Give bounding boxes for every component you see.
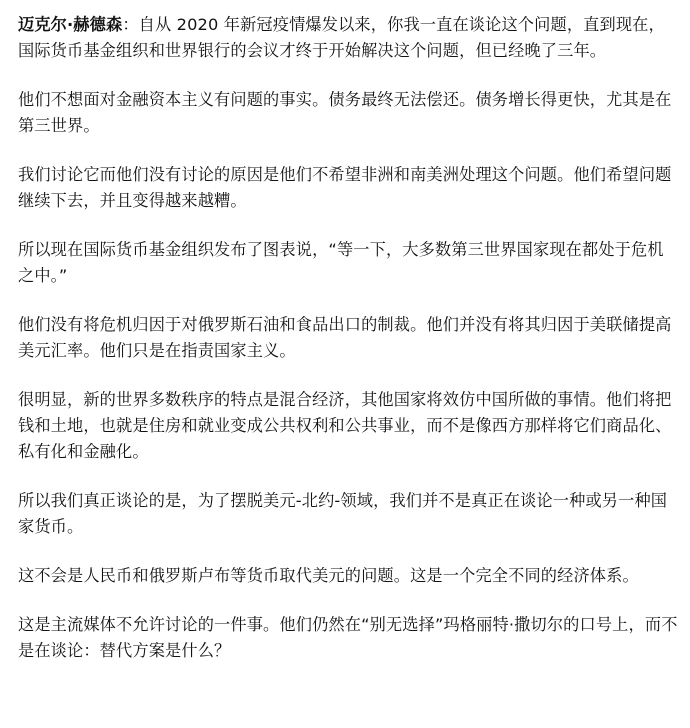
paragraph-5: 他们没有将危机归因于对俄罗斯石油和食品出口的制裁。他们并没有将其归因于美联储提高美元汇率。他们只是在指责国家主义。 (18, 315, 672, 360)
paragraph-7: 所以我们真正谈论的是，为了摆脱美元-北约-领域，我们并不是真正在谈论一种或另一种国家货币。 (18, 491, 668, 536)
paragraph-2: 他们不想面对金融资本主义有问题的事实。债务最终无法偿还。债务增长得更快，尤其是在第三世界。 (18, 90, 672, 135)
paragraph-6: 很明显，新的世界多数秩序的特点是混合经济，其他国家将效仿中国所做的事情。他们将把钱和土地，也就是住房和就业变成公共权利和公共事业，而不是像西方那样将它们商品化、私有化和金融化。 (18, 390, 672, 461)
speaker-name: 迈克尔·赫德森 (18, 15, 123, 34)
paragraph-1-text: ：自从 2020 年新冠疫情爆发以来，你我一直在谈论这个问题，直到现在，国际货币基金组织和世界银行的会议才终于开始解决这个问题，但已经晚了三年。 (18, 15, 665, 60)
paragraph-9: 这是主流媒体不允许讨论的一件事。他们仍然在“别无选择”玛格丽特·撒切尔的口号上，而不是在谈论：替代方案是什么？ (18, 615, 678, 660)
paragraph-3: 我们讨论它而他们没有讨论的原因是他们不希望非洲和南美洲处理这个问题。他们希望问题继续下去，并且变得越来越糟。 (18, 165, 672, 210)
paragraph-8: 这不会是人民币和俄罗斯卢布等货币取代美元的问题。这是一个完全不同的经济体系。 (18, 566, 639, 585)
paragraph-1 (18, 12, 680, 64)
paragraph-4: 所以现在国际货币基金组织发布了图表说，“等一下，大多数第三世界国家现在都处于危机之中。” (18, 240, 664, 285)
